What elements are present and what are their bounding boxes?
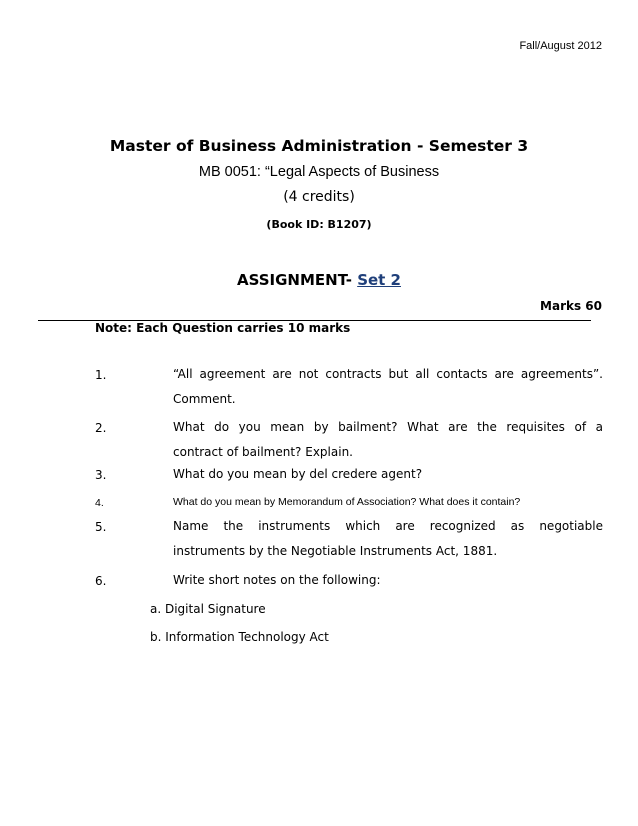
program-title: Master of Business Administration - Semester 3 [109, 137, 529, 155]
course-title: MB 0051: “Legal Aspects of Business [198, 164, 440, 180]
sub-item-it-act: b. Information Technology Act [150, 630, 329, 644]
question-number: 2. [95, 421, 107, 435]
question-number: 6. [95, 574, 107, 588]
question-line: instruments by the Negotiable Instruments Act, 1881. [173, 544, 498, 558]
question-text [173, 415, 603, 465]
assignment-heading [0, 271, 638, 289]
question-line: What do you mean by del credere agent? [173, 467, 423, 481]
term-header: Fall/August 2012 [519, 40, 602, 52]
question-line: contract of bailment? Explain. [173, 445, 353, 459]
question-line: Write short notes on the following: [173, 573, 381, 587]
question-text [173, 490, 603, 515]
question-line: What do you mean by Memorandum of Association? What does it contain? [173, 496, 521, 508]
total-marks: Marks 60 [540, 299, 602, 313]
question-line: What do you mean by bailment? What are the requisites of a [173, 420, 603, 434]
question-text [173, 514, 603, 564]
question-line: Name the instruments which are recognized as negotiable [173, 519, 603, 533]
question-text [173, 462, 603, 487]
question-number: 1. [95, 368, 107, 382]
sub-item-digital-signature: a. Digital Signature [150, 602, 266, 616]
question-line: Comment. [173, 392, 236, 406]
book-id: (Book ID: B1207) [266, 218, 372, 231]
question-text [173, 362, 603, 412]
assignment-label: ASSIGNMENT- [236, 271, 352, 289]
question-number: 3. [95, 468, 107, 482]
question-text [173, 568, 603, 593]
assignment-set-link: Set 2 [357, 271, 401, 289]
question-number: 4. [95, 497, 104, 509]
credits-label: (4 credits) [283, 189, 355, 205]
question-number: 5. [95, 520, 107, 534]
marks-note: Note: Each Question carries 10 marks [95, 321, 351, 335]
question-line: “All agreement are not contracts but all contacts are agreements”. [173, 367, 603, 381]
